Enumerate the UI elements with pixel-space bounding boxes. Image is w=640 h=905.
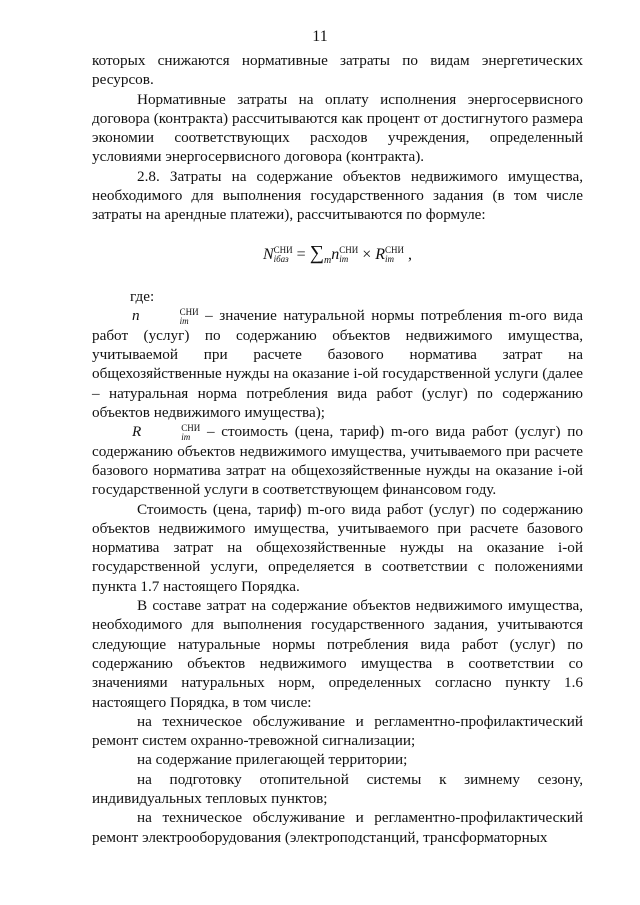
formula-lhs-sub: iбаз [273, 254, 289, 264]
symbol-r-sub: im [181, 431, 191, 442]
page-number: 11 [312, 28, 328, 45]
list-item-3: на подготовку отопительной системы к зимнему сезону, индивидуальных тепловых пунктов; [92, 770, 583, 808]
formula-n-sub: im [339, 254, 349, 264]
formula-r-sup: СНИ [385, 245, 405, 255]
symbol-n-letter: n [132, 307, 140, 325]
symbol-n-sub: im [179, 315, 189, 326]
formula-lhs-sup: СНИ [273, 245, 293, 255]
symbol-r [132, 423, 200, 440]
paragraph-3: 2.8. Затраты на содержание объектов недвижимого имущества, необходимого для выполнения государственного задания (в том числе затраты на арендные платежи), рассчитываются по формуле: [92, 167, 583, 224]
list-item-2: на содержание прилегающей территории; [137, 751, 408, 769]
definition-r-text: – стоимость (цена, тариф) m-ого вида работ (услуг) по содержанию объектов недвижимого имущества, учитываемого при расчете базового норматива затрат на общехозяйственные нужды на оказание i-ой государственной услуги в соответствующем финансовом году. [92, 423, 583, 499]
formula [92, 241, 583, 273]
symbol-n [132, 307, 199, 324]
paragraph-4: Стоимость (цена, тариф) m-ого вида работ (услуг) по содержанию объектов недвижимого имущества, учитываемого при расчете базового норматива затрат на общехозяйственные нужды на оказание i-ой государственной услуги, определяется в соответствии с положениями пункта 1.7 настоящего Порядка. [92, 500, 583, 595]
formula-eq: = [292, 245, 310, 263]
formula-n-sup: СНИ [339, 245, 359, 255]
formula-r-sub: im [385, 254, 395, 264]
paragraph-2: Нормативные затраты на оплату исполнения энергосервисного договора (контракта) рассчитываются как процент от достигнутого размера экономии соответствующих расходов учреждения, определенный условиями энергосервисного договора (контракта). [92, 90, 583, 166]
formula-r: R [375, 245, 386, 263]
list-item-1: на техническое обслуживание и регламентно-профилактический ремонт систем охранно-тревожной сигнализации; [92, 712, 583, 750]
formula-tail: , [404, 245, 413, 263]
formula-sum: ∑ [309, 241, 324, 264]
symbol-n-sup: СНИ [179, 306, 199, 317]
definition-r [92, 422, 583, 499]
formula-sum-sub: m [323, 254, 332, 266]
list-item-4: на техническое обслуживание и регламентно-профилактический ремонт электрооборудования (электроподстанций, трансформаторных [92, 809, 583, 846]
paragraph-1: которых снижаются нормативные затраты по видам энергетических ресурсов. [92, 52, 583, 89]
document-body [92, 51, 583, 847]
formula-times: × [358, 245, 376, 263]
formula-n: n [331, 245, 340, 263]
definition-n-text: – значение натуральной нормы потребления m-ого вида работ (услуг) по содержанию объектов недвижимого имущества, учитываемой при расчете базового норматива затрат на общехозяйственные нужды на оказание i-ой государственной услуги (далее – натуральная норма потребления вида работ (услуг) по содержанию объектов недвижимого имущества); [92, 307, 583, 421]
where-label: где: [130, 287, 155, 305]
symbol-r-sup: СНИ [181, 422, 201, 433]
definition-n [92, 306, 583, 422]
symbol-r-letter: R [132, 423, 142, 441]
paragraph-5: В составе затрат на содержание объектов недвижимого имущества, необходимого для выполнения государственного задания, учитываются следующие натуральные нормы потребления вида работ (услуг) по содержанию объектов недвижимого имущества в соответствии со значениями натуральных норм, определенных согласно пункту 1.6 настоящего Порядка, в том числе: [92, 597, 583, 711]
formula-lhs: N [262, 245, 274, 263]
